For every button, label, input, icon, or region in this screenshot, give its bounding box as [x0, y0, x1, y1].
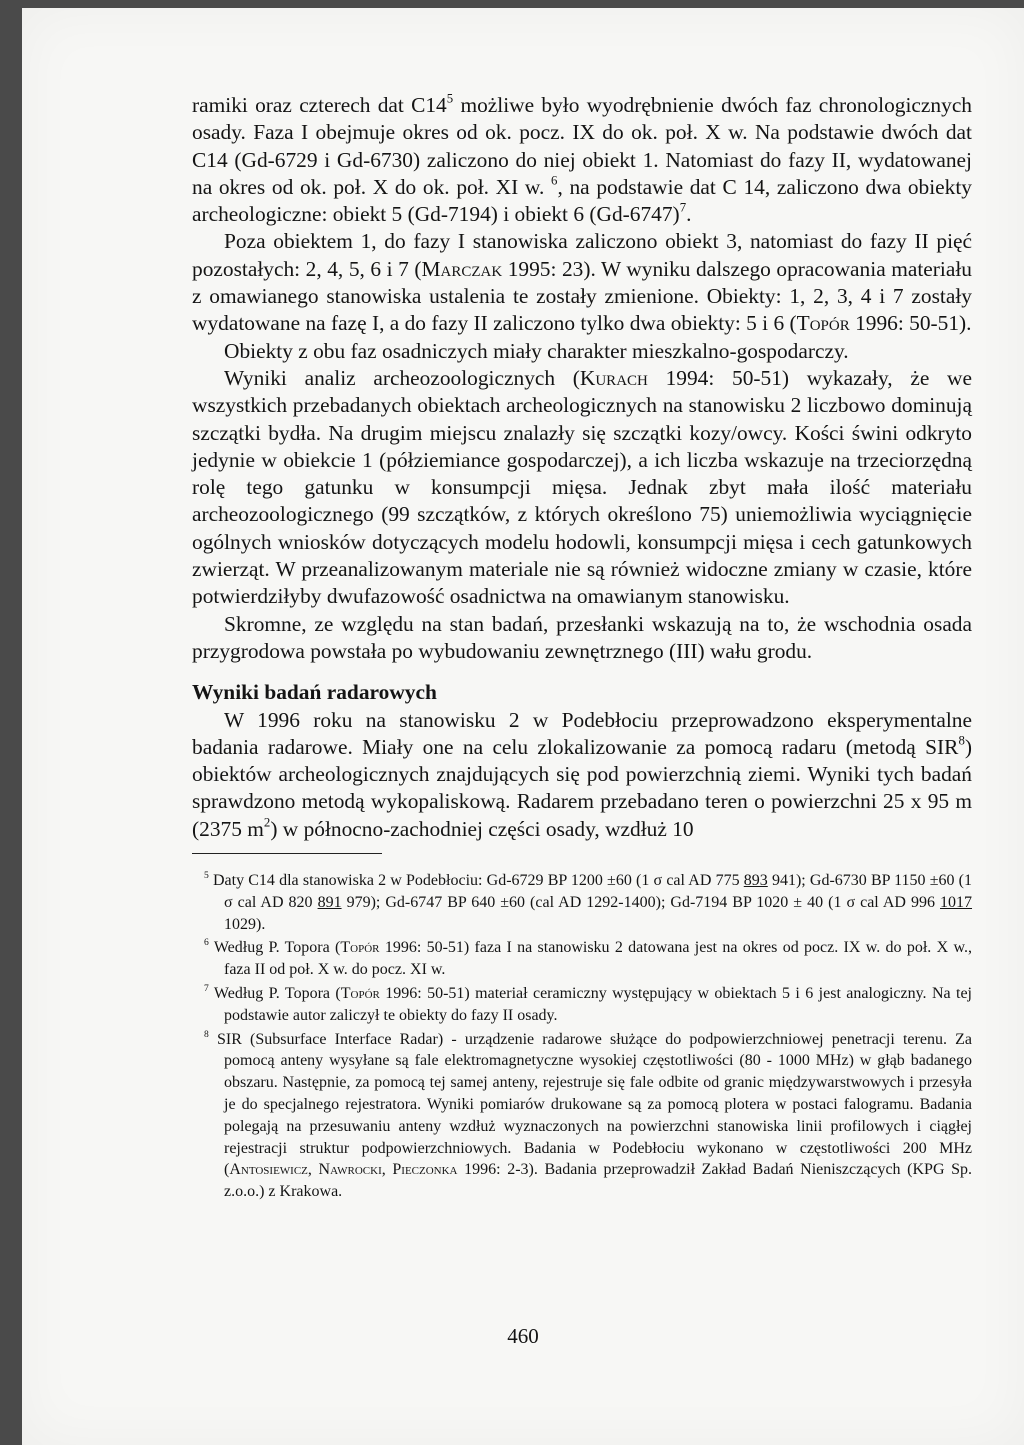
author-name: Nawrocki: [318, 1161, 382, 1179]
footnote-7: [192, 983, 972, 1027]
text-span: 979); Gd-6747 BP 640 ±60 (cal AD 1292-1400); Gd-7194 BP 1020 ± 40 (1 σ cal AD 996: [341, 893, 941, 911]
footnote-number: 8: [204, 1028, 209, 1040]
footnote-number: 6: [204, 937, 209, 949]
footnote-ref-7[interactable]: 7: [679, 200, 687, 215]
text-span: ) obiektów archeologicznych znajdujących się pod powierzchnią ziemi. Wyniki tych badań sprawdzono metodą wykopaliskową. Radarem przebadano teren o powierzchni 25 x 95 m (2375 m: [192, 734, 972, 841]
footnote-separator: [192, 853, 382, 854]
text-span: .: [686, 202, 692, 227]
text-span: 1029).: [224, 915, 266, 933]
text-span: 1994: 50-51) wykazały, że we wszystkich przebadanych obiektach archeologicznych na stanowisku 2 liczbowo dominują szczątki bydła. Na drugim miejscu znalazły się szczątki kozy/owcy. Kości świni odkryto jedynie w obiekcie 1 (półziemiance gospodarczej), a ich liczba wskazuje na trzeciorzędną rolę tego gatunku w konsumpcji mięsa. Jednak zbyt mała ilość materiału archeozoologicznego (99 szczątków, z których określono 75) uniemożliwia wyciągnięcie ogólnych wniosków dotyczących modelu hodowli, konsumpcji mięsa i cech gatunkowych zwierząt. W przeanalizowanym materiale nie są również widoczne zmiany w czasie, które potwierdziłyby dwufazowość osadnictwa na omawianym stanowisku.: [192, 365, 972, 609]
superscript-2: 2: [263, 815, 271, 830]
author-name: Pieczonka: [392, 1161, 458, 1179]
text-span: możliwe było wyodrębnienie dwóch faz chronologicznych osady. Faza I obejmuje okres od ok. pocz. IX do ok. poł. X w. Na podstawie dwóch dat C14 (Gd-6729 i Gd-6730) zaliczono do niej obiekt 1. Natomiast do fazy II, wydatowanej na okres od ok. poł. X do ok. poł. XI w.: [192, 93, 973, 199]
footnote-ref-6[interactable]: 6: [551, 173, 558, 188]
text-span: 941); Gd-6730 BP 1150 ±60 (1 σ cal AD 820: [224, 872, 972, 911]
text-span: 1995: 23). W wyniku dalszego opracowania materiału z omawianego stanowiska ustalenia te zostały zmienione. Obiekty: 1, 2, 3, 4 i 7 zostały wydatowane na fazę I, a do fazy II zaliczono tylko dwa obiekty: 5 i 6 (: [192, 256, 972, 336]
underlined-value: 1017: [940, 893, 973, 911]
text-span: Poza obiektem 1, do fazy I stanowiska zaliczono obiekt 3, natomiast do fazy II pięć pozostałych: 2, 4, 5, 6 i 7 (: [192, 229, 972, 281]
text-span: 1996: 2-3). Badania przeprowadził Zakład Badań Nieniszczących (KPG Sp. z.o.o.) z Krakowa.: [224, 1161, 973, 1201]
paragraph-6: [192, 707, 972, 843]
underlined-value: 893: [743, 872, 768, 890]
page-number: 460: [507, 1324, 539, 1348]
author-name: Topór: [340, 939, 380, 957]
paragraph-4: [192, 365, 972, 611]
author-name: Kurach: [579, 365, 648, 390]
footnote-number: 5: [204, 869, 209, 881]
text-span: Wyniki analiz archeozoologicznych (: [224, 365, 580, 390]
text-span: ) w północno-zachodniej części osady, wzdłuż 10: [270, 816, 694, 841]
footnote-8: [192, 1029, 972, 1203]
paragraph-1: [192, 92, 972, 228]
author-name: Topór: [796, 311, 850, 336]
author-name: Topór: [340, 985, 380, 1002]
text-span: Według P. Topora (: [208, 939, 341, 957]
footnote-ref-8[interactable]: 8: [958, 733, 965, 748]
footnote-5: [192, 870, 972, 935]
author-name: Marczak: [421, 256, 503, 281]
separator: ,: [381, 1161, 393, 1179]
footnote-number: 7: [204, 982, 209, 994]
paragraph-5: Skromne, ze względu na stan badań, przesłanki wskazują na to, że wschodnia osada przygrodowa powstała po wybudowaniu zewnętrznego (III) wału grodu.: [192, 611, 972, 663]
text-span: , na podstawie dat C 14, zaliczono dwa obiekty archeologiczne: obiekt 5 (Gd-7194) i obiekt 6 (Gd-6747): [192, 174, 973, 227]
footnote-ref-5[interactable]: 5: [446, 91, 454, 106]
text-span: 1996: 50-51).: [849, 311, 972, 336]
document-page: [22, 8, 1024, 1445]
text-span: Według P. Topora (: [208, 985, 341, 1002]
text-block: [192, 92, 972, 1205]
paragraph-2: [192, 228, 972, 337]
text-span: ramiki oraz czterech dat C14: [192, 93, 447, 117]
section-heading: Wyniki badań radarowych: [192, 680, 437, 705]
footnote-6: [192, 937, 972, 981]
text-span: SIR (Subsurface Interface Radar) - urządzenie radarowe służące do podpowierzchniowej penetracji terenu. Za pomocą anteny wysyłane są fale elektromagnetyczne wysokiej częstotliwości (80 - 1000 MHz) w głąb badanego obszaru. Następnie, za pomocą tej samej anteny, rejestruje się fale odbite od granic międzywarstwowych i przesyła je do specjalnego rejestratora. Wyniki pomiarów drukowane są za pomocą plotera w postaci falogramu. Badania polegają na przesuwaniu anteny wzdłuż wyznaczonych na powierzchni stanowiska linii profilowych i ciągłej rejestracji struktur podpowierzchniowych. Badania w Podebłociu wykonano w częstotliwości 200 MHz (: [208, 1030, 972, 1179]
underlined-value: 891: [317, 893, 342, 911]
author-name: Antosiewicz: [229, 1161, 308, 1179]
text-span: Daty C14 dla stanowiska 2 w Podebłociu: Gd-6729 BP 1200 ±60 (1 σ cal AD 775: [208, 872, 744, 890]
text-span: 1996: 50-51) materiał ceramiczny występujący w obiektach 5 i 6 jest analogiczny. Na tej podstawie autor zaliczył te obiekty do fazy II osady.: [224, 985, 973, 1024]
separator: ,: [307, 1161, 319, 1179]
text-span: 1996: 50-51) faza I na stanowisku 2 datowana jest na okres od pocz. IX w. do poł. X w., faza II od poł. X w. do pocz. XI w.: [224, 939, 972, 979]
text-span: W 1996 roku na stanowisku 2 w Podebłociu przeprowadzono eksperymentalne badania radarowe. Miały one na celu zlokalizowanie za pomocą radaru (metodą SIR: [192, 707, 972, 759]
paragraph-3: Obiekty z obu faz osadniczych miały charakter mieszkalno-gospodarczy.: [224, 338, 849, 363]
